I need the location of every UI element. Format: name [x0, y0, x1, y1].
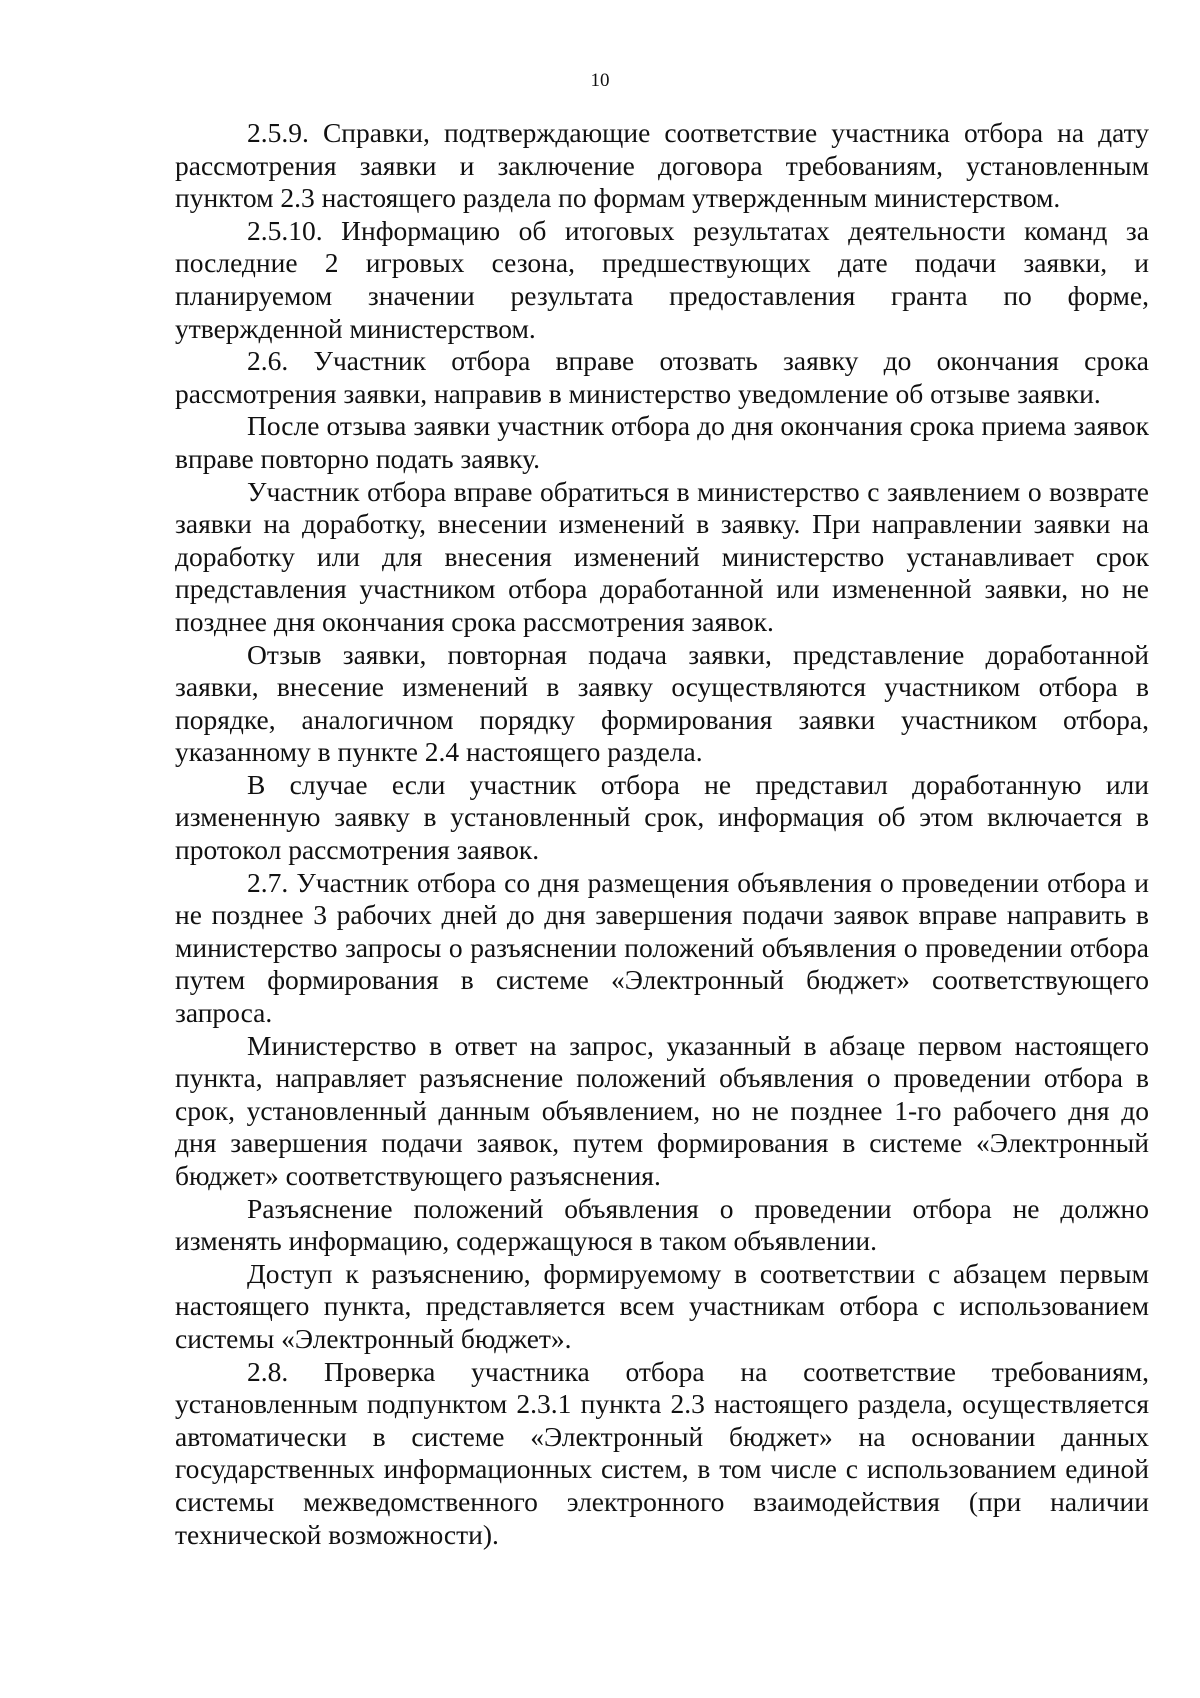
document-body	[175, 117, 1149, 1551]
paragraph-2-5-9: 2.5.9. Справки, подтверждающие соответствие участника отбора на дату рассмотрения заявки и заключение договора требованиям, установленным пунктом 2.3 настоящего раздела по формам утвержденным министерством.	[175, 117, 1149, 214]
paragraph-clarification-limits: Разъяснение положений объявления о проведении отбора не должно изменять информацию, содержащуюся в таком объявлении.	[175, 1192, 1149, 1257]
paragraph-2-5-10: 2.5.10. Информацию об итоговых результатах деятельности команд за последние 2 игровых сезона, предшествующих дате подачи заявки, и планируемом значении результата предоставления гранта по форме, утвержденной министерством.	[175, 214, 1149, 344]
paragraph-withdrawal-resubmission: После отзыва заявки участник отбора до дня окончания срока приема заявок вправе повторно подать заявку.	[175, 410, 1149, 474]
paragraph-2-6: 2.6. Участник отбора вправе отозвать заявку до окончания срока рассмотрения заявки, направив в министерство уведомление об отзыве заявки.	[175, 345, 1149, 409]
paragraph-2-8: 2.8. Проверка участника отбора на соответствие требованиям, установленным подпунктом 2.3.1 пункта 2.3 настоящего раздела, осуществляется автоматически в системе «Электронный бюджет» на основании данных государственных информационных систем, в том числе с использованием единой системы межведомственного электронного взаимодействия (при наличии технической возможности).	[175, 1355, 1149, 1550]
paragraph-revision-procedure: Отзыв заявки, повторная подача заявки, представление доработанной заявки, внесение изменений в заявку осуществляются участником отбора в порядке, аналогичном порядку формирования заявки участником отбора, указанному в пункте 2.4 настоящего раздела.	[175, 638, 1149, 768]
paragraph-return-for-revision: Участник отбора вправе обратиться в министерство с заявлением о возврате заявки на доработку, внесении изменений в заявку. При направлении заявки на доработку или для внесения изменений министерство устанавливает срок представления участником отбора доработанной или измененной заявки, но не позднее дня окончания срока рассмотрения заявок.	[175, 475, 1149, 637]
paragraph-2-7: 2.7. Участник отбора со дня размещения объявления о проведении отбора и не позднее 3 рабочих дней до дня завершения подачи заявок вправе направить в министерство запросы о разъяснении положений объявления о проведении отбора путем формирования в системе «Электронный бюджет» соответствующего запроса.	[175, 866, 1149, 1029]
paragraph-clarification-access: Доступ к разъяснению, формируемому в соответствии с абзацем первым настоящего пункта, представляется всем участникам отбора с использованием системы «Электронный бюджет».	[175, 1257, 1149, 1354]
paragraph-ministry-clarification: Министерство в ответ на запрос, указанный в абзаце первом настоящего пункта, направляет разъяснение положений объявления о проведении отбора в срок, установленный данным объявлением, но не позднее 1-го рабочего дня до дня завершения подачи заявок, путем формирования в системе «Электронный бюджет» соответствующего разъяснения.	[175, 1029, 1149, 1191]
paragraph-no-revision-submitted: В случае если участник отбора не представил доработанную или измененную заявку в установленный срок, информация об этом включается в протокол рассмотрения заявок.	[175, 768, 1149, 866]
page-number: 10	[590, 70, 610, 91]
